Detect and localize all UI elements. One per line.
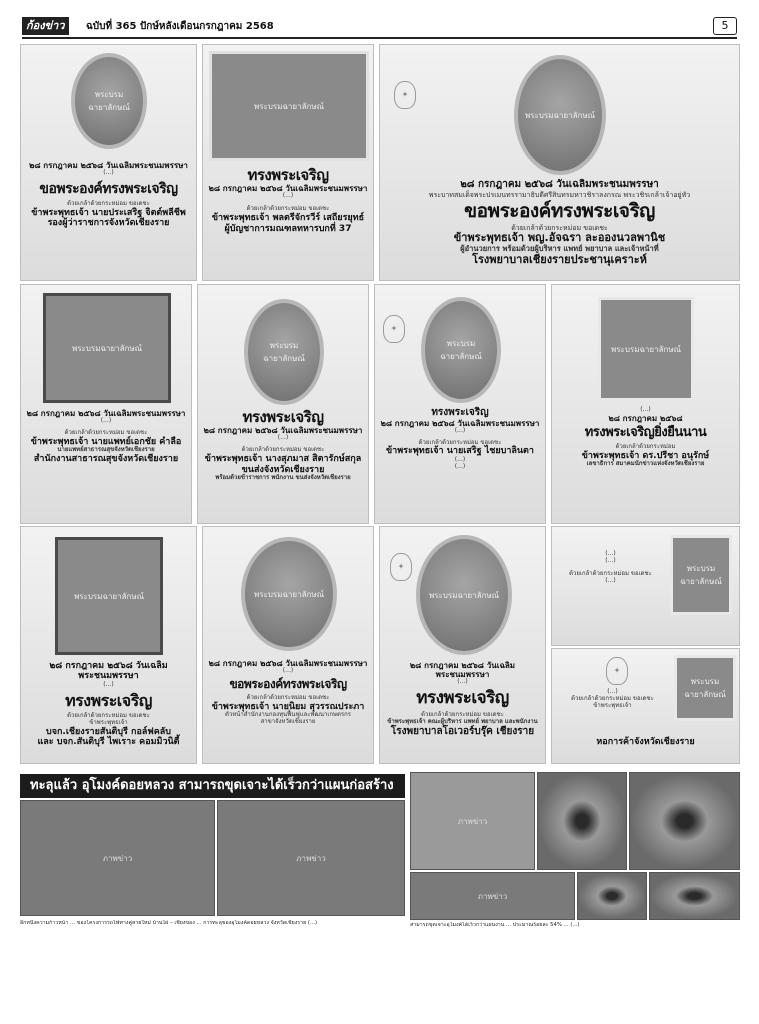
ad-greeting: ขอพระองค์ทรงพระเจริญ (39, 181, 178, 198)
ad-greeting: ทรงพระเจริญ (247, 166, 329, 184)
issue-line: ฉบับที่ 365 ปักษ์หลังเดือนกรกฎาคม 2568 (86, 21, 274, 32)
portrait-photo: พระบรมฉายาลักษณ์ (241, 537, 337, 651)
portrait-photo: พระบรมฉายาลักษณ์ (598, 297, 694, 401)
news-caption: อีกหนึ่งความก้าวหน้า ... ของโครงการรถไฟทางคู่สายใหม่ บ้านไผ่ – เชียงของ ... การทะลุของอุโมงค์ดอยหลวง จังหวัดเชียงราย (...) (20, 920, 318, 926)
ad-org: พร้อมด้วยข้าราชการ พนักงาน ขนส่งจังหวัดเชียงราย (215, 473, 351, 481)
ad-panel (197, 284, 369, 524)
ad-date: ๒๘ กรกฎาคม ๒๕๖๘ (608, 413, 683, 423)
ad-date: ๒๘ กรกฎาคม ๒๕๖๘ วันเฉลิมพระชนมพรรษา (208, 659, 368, 668)
emblem-icon: ✦ (606, 657, 628, 685)
ad-royal-title: (...) (454, 426, 466, 434)
news-photo-construction: ภาพข่าว (410, 772, 535, 870)
ad-greeting: ขอพระองค์ทรงพระเจริญ (229, 677, 347, 692)
news-photo-group-2: ภาพข่าว (217, 800, 405, 916)
ad-org: หอการค้าจังหวัดเชียงราย (596, 737, 695, 747)
ad-signer: ข้าพระพุทธเจ้า คณะผู้บริหาร แพทย์ พยาบาล และพนักงาน (387, 717, 538, 725)
ad-intro: ด้วยเกล้าด้วยกระหม่อม ขอเดชะ (67, 711, 150, 719)
news-photo-tunnel-1 (537, 772, 627, 870)
ad-panel (20, 284, 192, 524)
news-photo-tunnel-3 (577, 872, 647, 920)
ad-royal-title: (...) (100, 417, 112, 425)
ad-position: บจก.เชียงรายสันติบุรี กอล์ฟคลับ (45, 726, 172, 737)
news-photo-group: ภาพข่าว (20, 800, 215, 916)
ad-signer: ข้าพระพุทธเจ้า นางสุภมาส สิตารักษ์สกุล (204, 454, 362, 465)
ad-panel (202, 44, 374, 281)
ad-royal-title: (...) (640, 406, 651, 413)
ad-intro: ด้วยเกล้าด้วยกระหม่อม ขอเดชะ (246, 205, 330, 213)
ad-intro: ด้วยเกล้าด้วยกระหม่อม ขอเดชะ (571, 694, 654, 702)
ad-intro: ด้วยเกล้าด้วยกระหม่อม ขอเดชะ (418, 438, 502, 446)
ad-signer: ข้าพระพุทธเจ้า (89, 718, 128, 726)
ad-royal-title: (...) (103, 680, 114, 688)
ad-greeting: ทรงพระเจริญยิ่งยืนนาน (584, 425, 707, 441)
emblem-icon: ✦ (394, 81, 416, 109)
portrait-photo: พระบรมฉายาลักษณ์ (209, 51, 369, 161)
ad-greeting: ทรงพระเจริญ (65, 690, 152, 710)
ad-date: ๒๘ กรกฎาคม ๒๕๖๘ วันเฉลิมพระชนมพรรษา (380, 418, 540, 428)
ad-date: ๒๘ กรกฎาคม ๒๕๖๘ วันเฉลิมพระชนมพรรษา (409, 661, 516, 680)
ad-royal-title: พระบาทสมเด็จพระปรเมนทรรามาธิบดีศรีสินทรมหาวชิราลงกรณ พระวชิรเกล้าเจ้าอยู่หัว (428, 190, 691, 199)
ad-signer: ข้าพระพุทธเจ้า พลตรีจักรวีร์ เสถียรยุทธ์ (211, 213, 365, 224)
ad-signer: ข้าพระพุทธเจ้า นายเสริฐ ไชยบาลินตา (386, 446, 534, 457)
ad-signer: ข้าพระพุทธเจ้า นายนิยม สุวรรณประภา (211, 701, 365, 712)
ad-intro: ด้วยเกล้าด้วยกระหม่อม (615, 443, 676, 451)
ad-position: นายแพทย์สาธารณสุขจังหวัดเชียงราย (57, 446, 155, 454)
ad-position: ตัวหน้าสำนักงานกองทุนฟื้นฟูและพัฒนาเกษตรกร (225, 711, 351, 719)
ad-panel (379, 526, 546, 764)
portrait-photo: พระบรมฉายาลักษณ์ (43, 293, 171, 403)
page-number: 5 (713, 17, 737, 35)
emblem-icon: ✦ (383, 315, 405, 343)
portrait-photo: พระบรมฉายาลักษณ์ (674, 655, 736, 721)
ad-greeting: ทรงพระเจริญ (416, 688, 509, 709)
ad-intro: ด้วยเกล้าด้วยกระหม่อม ขอเดชะ (511, 224, 608, 233)
ad-panel (551, 526, 740, 646)
ad-org: โรงพยาบาลโอเวอร์บรุ๊ค เชียงราย (390, 725, 535, 737)
ad-position: เลขาธิการ สมาคมนักข่าวแห่งจังหวัดเชียงราย (586, 460, 705, 468)
ad-panel (551, 284, 740, 524)
ad-intro: ด้วยเกล้าด้วยกระหม่อม ขอเดชะ (246, 693, 330, 701)
page-header (22, 17, 737, 39)
ad-greeting: ทรงพระเจริญ (242, 408, 324, 426)
ad-intro: ด้วยเกล้าด้วยกระหม่อม ขอเดชะ (241, 446, 325, 454)
ad-intro: ด้วยเกล้าด้วยกระหม่อม ขอเดชะ (421, 710, 504, 718)
portrait-photo: พระบรมฉายาลักษณ์ (55, 537, 163, 655)
ad-panel (379, 44, 740, 281)
ad-org: สาขาจังหวัดเชียงราย (260, 718, 316, 725)
ad-date: ๒๘ กรกฎาคม ๒๕๖๘ วันเฉลิมพระชนมพรรษา (203, 426, 363, 436)
ad-signer: ข้าพระพุทธเจ้า ดร.ปรีชา อนุรักษ์ (581, 450, 710, 461)
ad-date: ๒๘ กรกฎาคม ๒๕๖๘ วันเฉลิมพระชนมพรรษา (29, 161, 188, 170)
portrait-photo: พระบรมฉายาลักษณ์ (71, 53, 147, 149)
news-photo-tunnel-2 (629, 772, 740, 870)
ad-position: (...) (454, 455, 466, 463)
ad-org: สำนักงานสาธารณสุขจังหวัดเชียงราย (33, 454, 179, 465)
news-photo-tunnel-4 (649, 872, 740, 920)
ad-org: (...) (454, 462, 466, 470)
ad-royal-title: (...) (457, 678, 468, 686)
ad-position: ผู้อำนวยการ พร้อมด้วยผู้บริหาร แพทย์ พยาบาล และเจ้าหน้าที่ (460, 244, 659, 254)
ad-royal-title: (...) (282, 667, 294, 675)
ad-panel (551, 648, 740, 764)
ad-org: และ บจก.สันติบุรี ไพเราะ คอมมิวนิตี้ (37, 737, 180, 748)
news-caption-2: สามารถขุดเจาะอุโมงค์ได้เร็วกว่าแผนงาน ... ประมาณร้อยละ 54% ... (...) (410, 922, 580, 928)
ad-signer: ข้าพระพุทธเจ้า (593, 701, 632, 709)
ad-panel (20, 44, 197, 281)
ad-position: ขนส่งจังหวัดเชียงราย (241, 464, 325, 475)
emblem-icon: ✦ (390, 553, 412, 581)
ad-intro: ด้วยเกล้าด้วยกระหม่อม ขอเดชะ (569, 569, 652, 577)
ad-panel (20, 526, 197, 764)
ad-royal-title: (...) (103, 169, 114, 177)
ad-date: (...) (607, 688, 618, 695)
ad-org: โรงพยาบาลเชียงรายประชานุเคราะห์ (472, 252, 647, 266)
news-headline: ทะลุแล้ว อุโมงค์ดอยหลวง สามารถขุดเจาะได้เร็วกว่าแผนก่อสร้าง (20, 774, 405, 798)
ad-greeting: ทรงพระเจริญ (431, 407, 489, 418)
ad-date: ๒๘ กรกฎาคม ๒๕๖๘ วันเฉลิมพระชนมพรรษา (26, 409, 186, 418)
portrait-photo: พระบรมฉายาลักษณ์ (670, 535, 732, 615)
ad-date: ๒๘ กรกฎาคม ๒๕๖๘ วันเฉลิมพระชนมพรรษา (460, 179, 659, 190)
portrait-photo: พระบรมฉายาลักษณ์ (416, 535, 512, 655)
ad-date: ๒๘ กรกฎาคม ๒๕๖๘ วันเฉลิมพระชนมพรรษา (208, 184, 368, 194)
portrait-photo: พระบรมฉายาลักษณ์ (421, 297, 501, 403)
ad-position: ผู้บัญชาการมณฑลทหารบกที่ 37 (224, 223, 352, 234)
ad-signer: (...) (605, 576, 616, 584)
ad-royal-title: (...) (277, 434, 289, 442)
ad-royal-title: (...) (605, 556, 616, 564)
newspaper-logo: ก้องข่าว (22, 17, 69, 35)
portrait-photo: พระบรมฉายาลักษณ์ (244, 299, 324, 405)
ad-royal-title: (...) (282, 192, 294, 200)
ad-date: ๒๘ กรกฎาคม ๒๕๖๘ วันเฉลิมพระชนมพรรษา (49, 661, 168, 682)
ad-intro: ด้วยเกล้าด้วยกระหม่อม ขอเดชะ (64, 429, 148, 437)
ad-intro: ด้วยเกล้าด้วยกระหม่อม ขอเดชะ (67, 200, 150, 208)
ad-panel (202, 526, 374, 764)
ad-greeting: ขอพระองค์ทรงพระเจริญ (464, 199, 655, 222)
ad-signer: ข้าพระพุทธเจ้า นายประเสริฐ จิตต์พลีชีพ (31, 208, 186, 219)
ad-signer: ข้าพระพุทธเจ้า นายแพทย์เอกชัย คำลือ (30, 436, 182, 447)
ad-position: รองผู้ว่าราชการจังหวัดเชียงราย (47, 218, 170, 229)
news-photo-workers: ภาพข่าว (410, 872, 575, 920)
portrait-photo: พระบรมฉายาลักษณ์ (514, 55, 606, 175)
ad-panel (374, 284, 546, 524)
ad-signer: ข้าพระพุทธเจ้า พญ.อัจฉรา ละอองนวลพานิช (453, 231, 666, 245)
ad-date: (...) (605, 550, 616, 557)
